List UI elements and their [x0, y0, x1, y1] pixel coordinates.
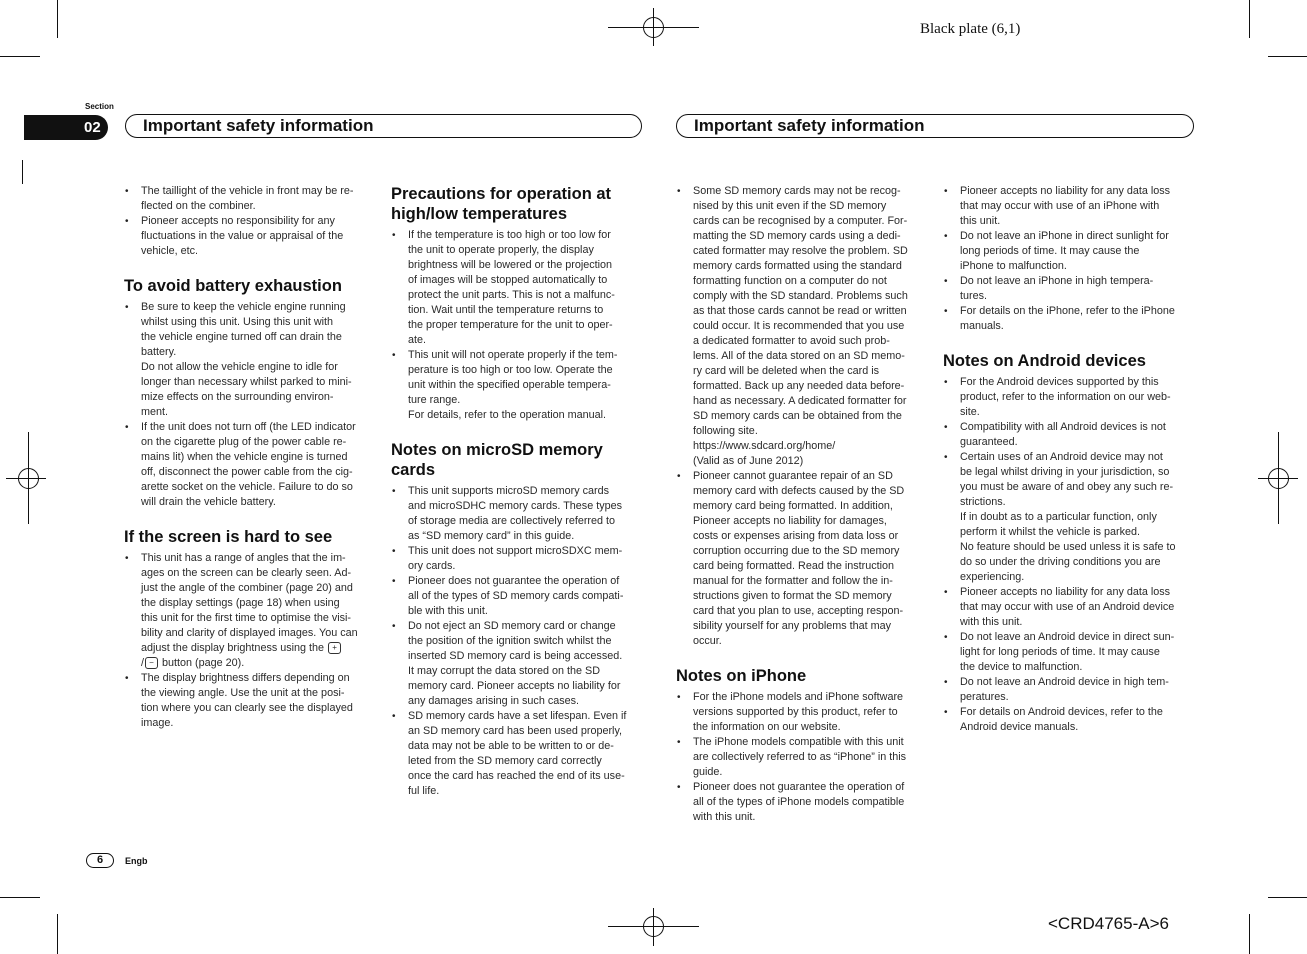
screen-text-start: This unit has a range of angles that the im- ages on the screen can be clearly seen. Ad- just the angle of the combiner (page 20) and the display settings (page 18) when using this unit for the first time to optimise the visi- bility and clarity of displayed images. You can adjust the display brightness using the [141, 552, 358, 654]
sd-list [676, 184, 930, 649]
section-number: 02 [24, 115, 108, 140]
heading-microsd: Notes on microSD memory cards [391, 441, 603, 479]
list-item: • This unit does not support microSDXC mem- ory cards. [391, 544, 643, 574]
section-label: Section [85, 102, 114, 111]
list-item: • Pioneer does not guarantee the operation of all of the types of SD memory cards compati- ble with this unit. [391, 574, 643, 619]
temperatures-list [391, 228, 643, 423]
heading-temperatures: Precautions for operation at high/low temperatures [391, 185, 612, 223]
android-list [943, 375, 1197, 735]
list-item: • SD memory cards have a set lifespan. Even if an SD memory card has been used properly, data may not be able to be written to or de- leted from the SD memory card correctly once the card has reached the end of its use- ful life. [391, 709, 643, 799]
list-item: • If the temperature is too high or too low for the unit to operate properly, the display brightness will be lowered or the projection of images will be stopped automatically to protect the unit parts. This is not a malfunc- tion. Wait until the temperature returns to the proper temperature for the unit to oper- ate. [391, 228, 643, 348]
list-item: • Do not leave an iPhone in high tempera- tures. [943, 274, 1197, 304]
battery-list [124, 300, 376, 510]
list-item: • Pioneer accepts no responsibility for any fluctuations in the value or appraisal of the vehicle, etc. [124, 214, 376, 259]
page-number: 6 [86, 853, 114, 868]
section-title-left: Important safety information [125, 114, 642, 138]
list-item: • The display brightness differs depending on the viewing angle. Use the unit at the posi- tion where you can clearly see the displayed image. [124, 671, 376, 731]
column-2 [391, 184, 643, 799]
heading-screen: If the screen is hard to see [124, 528, 333, 546]
list-item: • Be sure to keep the vehicle engine running whilst using this unit. Using this unit with the vehicle engine turned off can drain the battery. Do not allow the vehicle engine to idle for longer than necessary whilst parked to mini- mize effects on the surrounding environ- ment. [124, 300, 376, 420]
column-4 [943, 184, 1197, 735]
plate-label: Black plate (6,1) [920, 21, 1021, 37]
list-item: • For details on Android devices, refer to the Android device manuals. [943, 705, 1197, 735]
iphone-list-cont [943, 184, 1197, 334]
list-item: • Do not leave an Android device in high tem- peratures. [943, 675, 1197, 705]
column-3 [676, 184, 930, 825]
list-item: • Pioneer does not guarantee the operation of all of the types of iPhone models compatible with this unit. [676, 780, 930, 825]
list-item: • Do not leave an iPhone in direct sunlight for long periods of time. It may cause the iPhone to malfunction. [943, 229, 1197, 274]
screen-text-end: button (page 20). [162, 657, 245, 669]
list-item: • If the unit does not turn off (the LED indicator on the cigarette plug of the power cable re- mains lit) when the vehicle engine is turned off, disconnect the power cable from the cig- arette socket on the vehicle. Failure to do so will drain the vehicle battery. [124, 420, 376, 510]
heading-battery: To avoid battery exhaustion [124, 277, 342, 295]
iphone-list [676, 690, 930, 825]
language-code: Engb [125, 856, 148, 866]
list-item: • Pioneer accepts no liability for any data loss that may occur with use of an iPhone with this unit. [943, 184, 1197, 229]
screen-text-slash: / [141, 657, 144, 669]
document-code: <CRD4765-A>6 [1048, 914, 1169, 933]
list-item: • The iPhone models compatible with this unit are collectively referred to as “iPhone” in this guide. [676, 735, 930, 780]
list-item: • For the iPhone models and iPhone software versions supported by this product, refer to the information on our website. [676, 690, 930, 735]
list-item: • Compatibility with all Android devices is not guaranteed. [943, 420, 1197, 450]
list-item: • For details on the iPhone, refer to the iPhone manuals. [943, 304, 1197, 334]
microsd-list [391, 484, 643, 799]
list-item: • Some SD memory cards may not be recog- nised by this unit even if the SD memory cards can be recognised by a computer. For- matting the SD memory cards using a dedi- cated formatter may resolve the problem. SD memory cards formatted using the standard formatting function on a computer do not comply with the SD standard. Problems such as that those cards cannot be read or written could occur. It is recommended that you use a dedicated formatter to avoid such prob- lems. All of the data stored on an SD memo- ry card will be deleted when the card is formatted. Back up any needed data before- hand as necessary. A dedicated formatter for SD memory cards can be obtained from the following site. https://www.sdcard.org/home/ (Valid as of June 2012) [676, 184, 930, 469]
intro-list [124, 184, 376, 259]
list-item: • For the Android devices supported by this product, refer to the information on our web- site. [943, 375, 1197, 420]
column-1 [124, 184, 376, 731]
list-item: • Do not leave an Android device in direct sun- light for long periods of time. It may cause the device to malfunction. [943, 630, 1197, 675]
plus-icon: + [328, 642, 341, 654]
list-item: • The taillight of the vehicle in front may be re- flected on the combiner. [124, 184, 376, 214]
heading-android: Notes on Android devices [943, 352, 1146, 370]
list-item: • Certain uses of an Android device may not be legal whilst driving in your jurisdiction, so you must be aware of and obey any such re- strictions. If in doubt as to a particular function, only perform it whilst the vehicle is parked. No feature should be used unless it is safe to do so under the driving conditions you are experiencing. [943, 450, 1197, 585]
heading-iphone: Notes on iPhone [676, 667, 807, 685]
screen-list [124, 551, 376, 731]
minus-icon: − [145, 657, 158, 669]
section-title-right: Important safety information [676, 114, 1194, 138]
list-item: • This unit supports microSD memory cards and microSDHC memory cards. These types of storage media are collectively referred to as “SD memory card” in this guide. [391, 484, 643, 544]
list-item: • This unit will not operate properly if the tem- perature is too high or too low. Operate the unit within the specified operable tempera- ture range. For details, refer to the operation manual. [391, 348, 643, 423]
list-item: • Do not eject an SD memory card or change the position of the ignition switch whilst the inserted SD memory card is being accessed. It may corrupt the data stored on the SD memory card. Pioneer accepts no liability for any damages arising in such cases. [391, 619, 643, 709]
list-item: • Pioneer accepts no liability for any data loss that may occur with use of an Android device with this unit. [943, 585, 1197, 630]
list-item [124, 551, 376, 671]
list-item: • Pioneer cannot guarantee repair of an SD memory card with defects caused by the SD memory card being formatted. In addition, Pioneer accepts no liability for damages, costs or expenses arising from data loss or corruption occurring due to the SD memory card being formatted. Read the instruction manual for the formatter and follow the in- structions given to format the SD memory card that you plan to use, accepting respon- sibility yourself for any problems that may occur. [676, 469, 930, 649]
